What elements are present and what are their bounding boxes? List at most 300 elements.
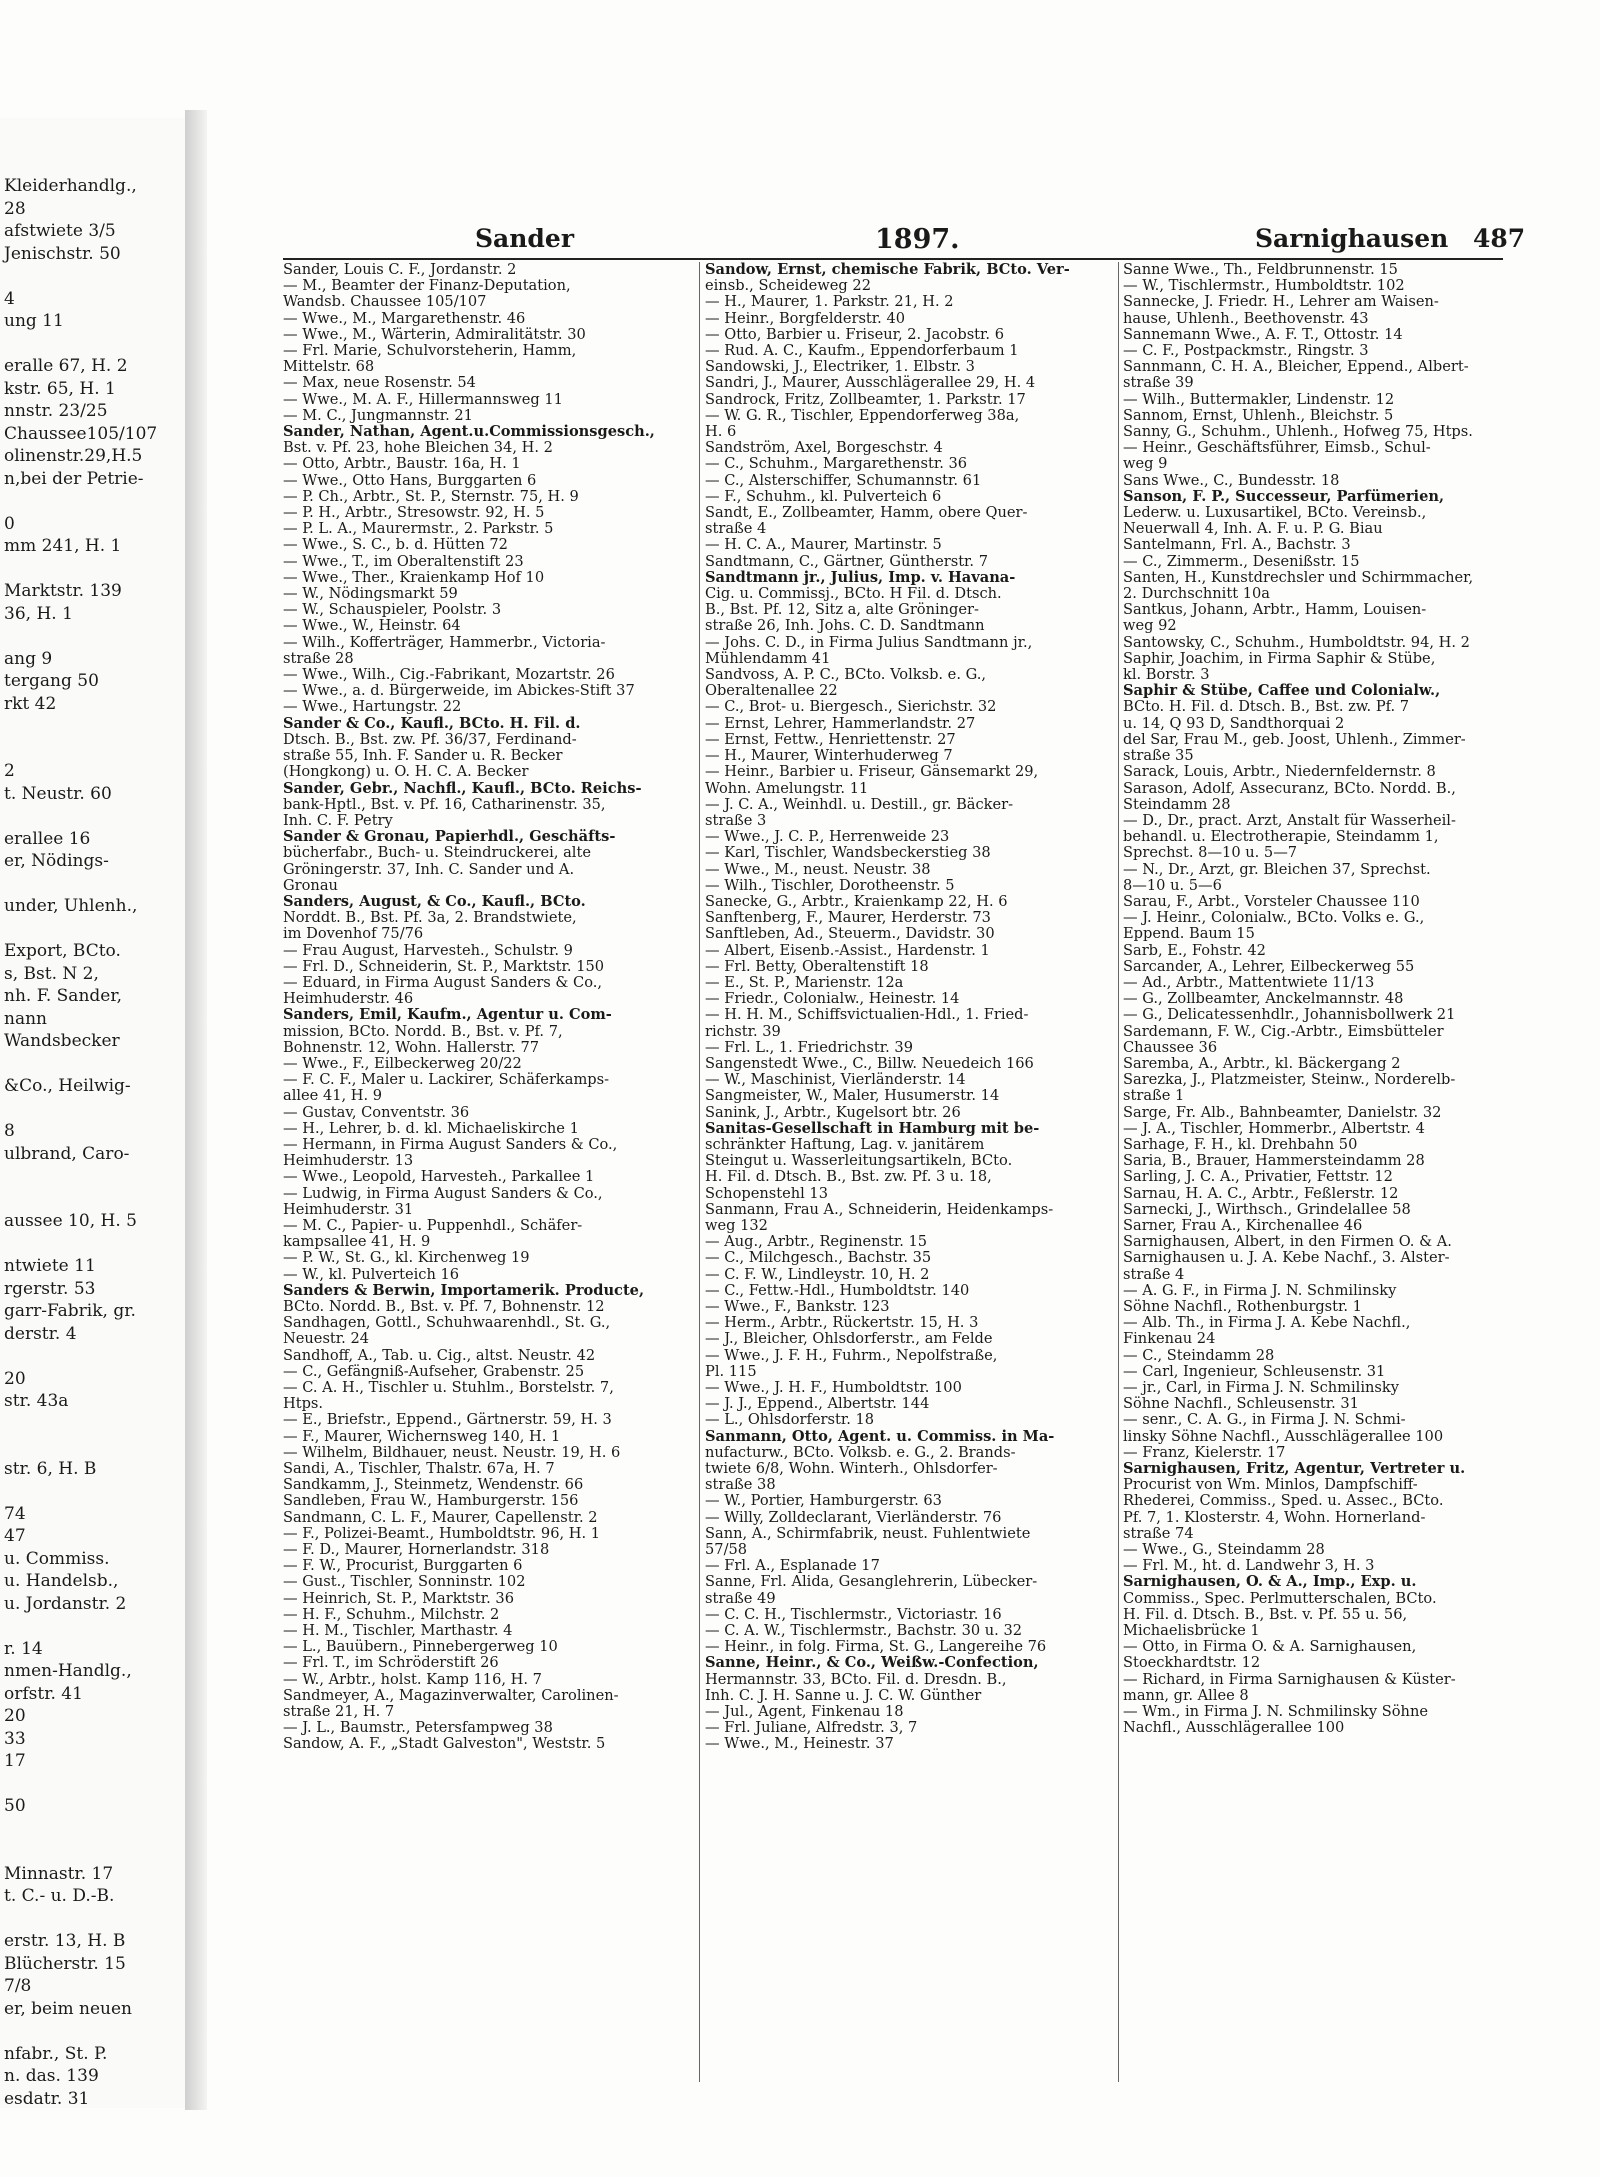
directory-entry: — Wm., in Firma J. N. Schmilinsky Söhne [1123, 1704, 1428, 1721]
directory-entry: behandl. u. Electrotherapie, Steindamm 1, [1123, 829, 1439, 846]
left-page-line: rkt 42 [4, 693, 57, 714]
directory-entry: — Heinrich, St. P., Marktstr. 36 [283, 1590, 514, 1607]
directory-entry: straße 35 [1123, 748, 1194, 765]
directory-entry: Pl. 115 [705, 1363, 757, 1380]
left-page-line: r. 14 [4, 1638, 43, 1659]
directory-entry: — C. A. W., Tischlermstr., Bachstr. 30 u. 32 [705, 1623, 1023, 1640]
directory-entry: Saremba, A., Arbtr., kl. Bäckergang 2 [1123, 1055, 1401, 1072]
left-page-line: 33 [4, 1728, 26, 1749]
directory-entry: Sandleben, Frau W., Hamburgerstr. 156 [283, 1493, 579, 1510]
left-page-line: eralle 67, H. 2 [4, 356, 128, 376]
directory-entry: — Richard, in Firma Sarnighausen & Küster- [1123, 1671, 1456, 1688]
column-separator [699, 262, 700, 2082]
directory-entry: — J. A., Tischler, Hommerbr., Albertstr. 4 [1123, 1120, 1425, 1137]
left-page-line: 50 [4, 1796, 26, 1816]
directory-entry: — Wwe., J. C. P., Herrenweide 23 [705, 829, 950, 846]
directory-entry: — G., Zollbeamter, Anckelmannstr. 48 [1123, 991, 1404, 1008]
directory-entry: Sanecke, G., Arbtr., Kraienkamp 22, H. 6 [705, 893, 1008, 910]
directory-entry: 57/58 [705, 1542, 748, 1559]
directory-entry: — J. Heinr., Colonialw., BCto. Volks e. G., [1123, 910, 1425, 927]
directory-entry: Finkenau 24 [1123, 1331, 1216, 1348]
directory-entry: Steingut u. Wasserleitungsartikeln, BCto. [705, 1153, 1013, 1170]
directory-entry: Sandmann, C. L. F., Maurer, Capellenstr. 2 [283, 1509, 598, 1526]
directory-entry: — Wwe., F., Eilbeckerweg 20/22 [283, 1055, 522, 1072]
directory-entry: Sandt, E., Zollbeamter, Hamm, obere Quer- [705, 505, 1028, 522]
directory-entry: kampsallee 41, H. 9 [283, 1234, 431, 1251]
directory-entry: — Frl. Marie, Schulvorsteherin, Hamm, [283, 343, 577, 360]
directory-entry: Sannom, Ernst, Uhlenh., Bleichstr. 5 [1123, 407, 1394, 424]
directory-entry: Sandhagen, Gottl., Schuhwaarenhdl., St. G., [283, 1315, 611, 1332]
directory-entry: Bohnenstr. 12, Wohn. Hallerstr. 77 [283, 1039, 540, 1056]
left-page-line: 74 [4, 1503, 26, 1524]
directory-entry: Sanmann, Frau A., Schneiderin, Heidenkamps- [705, 1201, 1054, 1218]
directory-entry: richstr. 39 [705, 1023, 781, 1040]
left-page-line: erallee 16 [4, 828, 91, 849]
directory-entry: Dtsch. B., Bst. zw. Pf. 36/37, Ferdinand- [283, 731, 577, 748]
directory-entry: — J. J., Eppend., Albertstr. 144 [705, 1396, 930, 1413]
directory-entry: einsb., Scheideweg 22 [705, 278, 871, 295]
directory-entry: Saphir & Stübe, Caffee und Colonialw., [1123, 683, 1441, 700]
directory-entry: Sannemann Wwe., A. F. T., Ottostr. 14 [1123, 326, 1403, 343]
left-page-line: 20 [4, 1368, 26, 1389]
left-page-line: u. Jordanstr. 2 [4, 1593, 127, 1614]
directory-entry: — Ernst, Fettw., Henriettenstr. 27 [705, 731, 956, 748]
directory-entry: 2. Durchschnitt 10a [1123, 586, 1270, 603]
directory-entry: Htps. [283, 1396, 324, 1413]
directory-entry: Commiss., Spec. Perlmutterschalen, BCto. [1123, 1590, 1437, 1607]
directory-entry: — Wwe., Leopold, Harvesteh., Parkallee 1 [283, 1169, 595, 1186]
directory-entry: Sanink, J., Arbtr., Kugelsort btr. 26 [705, 1104, 961, 1121]
directory-entry: Heimhuderstr. 13 [283, 1153, 414, 1170]
directory-entry: — Heinr., Geschäftsführer, Eimsb., Schul- [1123, 440, 1431, 457]
directory-entry: Sarner, Frau A., Kirchenallee 46 [1123, 1217, 1363, 1234]
directory-entry: — C., Alsterschiffer, Schumannstr. 61 [705, 472, 982, 489]
directory-entry: — E., Briefstr., Eppend., Gärtnerstr. 59, H. 3 [283, 1412, 612, 1429]
directory-entry: Sandhoff, A., Tab. u. Cig., altst. Neustr. 42 [283, 1347, 596, 1364]
directory-entry: Gröningerstr. 37, Inh. C. Sander und A. [283, 861, 575, 878]
directory-entry: Sardemann, F. W., Cig.-Arbtr., Eimsbütteler [1123, 1023, 1444, 1040]
directory-entry: — jr., Carl, in Firma J. N. Schmilinsky [1123, 1380, 1399, 1397]
directory-entry: — Ad., Arbtr., Mattentwiete 11/13 [1123, 974, 1375, 991]
directory-entry: (Hongkong) u. O. H. C. A. Becker [283, 764, 529, 781]
directory-entry: — H., Lehrer, b. d. kl. Michaeliskirche 1 [283, 1120, 579, 1137]
directory-entry: Sarcander, A., Lehrer, Eilbeckerweg 55 [1123, 958, 1415, 975]
left-page-line: Minnastr. 17 [4, 1863, 114, 1884]
left-page-line: esdatr. 31 [4, 2088, 90, 2108]
directory-entry: — W., Tischlermstr., Humboldtstr. 102 [1123, 278, 1405, 295]
directory-entry: — Alb. Th., in Firma J. A. Kebe Nachfl., [1123, 1315, 1411, 1332]
directory-entry: — Heinr., in folg. Firma, St. G., Langereihe 76 [705, 1639, 1047, 1656]
directory-entry: Heimhuderstr. 46 [283, 991, 414, 1008]
directory-entry: straße 39 [1123, 375, 1194, 392]
directory-entry: — C. A. H., Tischler u. Stuhlm., Borstelstr. 7, [283, 1380, 614, 1397]
directory-entry: — Wwe., S. C., b. d. Hütten 72 [283, 537, 508, 554]
directory-entry: — Willy, Zolldeclarant, Vierländerstr. 76 [705, 1509, 1002, 1526]
directory-entry: — W., Schauspieler, Poolstr. 3 [283, 602, 502, 619]
directory-entry: Sannecke, J. Friedr. H., Lehrer am Waisen- [1123, 294, 1439, 311]
directory-entry: straße 3 [705, 812, 767, 829]
directory-column-3 [1123, 262, 1513, 2092]
directory-entry: Sander, Gebr., Nachfl., Kaufl., BCto. Reichs- [283, 780, 642, 797]
left-page-line: 0 [4, 513, 15, 534]
directory-entry: — P. W., St. G., kl. Kirchenweg 19 [283, 1250, 530, 1267]
directory-entry: — L., Bauübern., Pinnebergerweg 10 [283, 1639, 558, 1656]
directory-entry: — Wwe., Wilh., Cig.-Fabrikant, Mozartstr. 26 [283, 667, 615, 684]
directory-entry: Sandtmann, C., Gärtner, Güntherstr. 7 [705, 553, 988, 570]
directory-entry: Saria, B., Brauer, Hammersteindamm 28 [1123, 1153, 1425, 1170]
directory-entry: Eppend. Baum 15 [1123, 926, 1255, 943]
directory-entry: straße 1 [1123, 1088, 1185, 1105]
left-page-line: 20 [4, 1706, 26, 1726]
left-page-line: Marktstr. 139 [4, 581, 122, 601]
directory-entry: Sander & Co., Kaufl., BCto. H. Fil. d. [283, 715, 581, 732]
directory-entry: Söhne Nachfl., Rothenburgstr. 1 [1123, 1299, 1362, 1315]
directory-entry: — senr., C. A. G., in Firma J. N. Schmi- [1123, 1412, 1406, 1429]
directory-entry: kl. Borstr. 3 [1123, 667, 1210, 684]
directory-entry: Neuestr. 24 [283, 1331, 370, 1348]
directory-entry: — D., Dr., pract. Arzt, Anstalt für Wasserheil- [1123, 812, 1456, 829]
directory-entry: nufacturw., BCto. Volksb. e. G., 2. Brands- [705, 1444, 1016, 1461]
left-page-line: Blücherstr. 15 [4, 1953, 126, 1974]
directory-entry: Sarb, E., Fohstr. 42 [1123, 942, 1266, 959]
directory-entry: Sarezka, J., Platzmeister, Steinw., Norderelb- [1123, 1072, 1456, 1089]
directory-entry: mission, BCto. Nordd. B., Bst. v. Pf. 7, [283, 1023, 563, 1040]
directory-entry: Sarack, Louis, Arbtr., Niedernfeldernstr. 8 [1123, 764, 1436, 781]
directory-entry: — Wwe., Ther., Kraienkamp Hof 10 [283, 569, 545, 586]
directory-entry: — Frl. T., im Schröderstift 26 [283, 1655, 499, 1672]
left-page-line: under, Uhlenh., [4, 896, 138, 916]
left-page-line: str. 43a [4, 1391, 69, 1411]
left-page-line: aussee 10, H. 5 [4, 1211, 137, 1231]
directory-entry: Sarau, F., Arbt., Vorsteler Chaussee 110 [1123, 893, 1420, 910]
directory-entry: allee 41, H. 9 [283, 1088, 383, 1105]
directory-entry: — P. H., Arbtr., Stresowstr. 92, H. 5 [283, 505, 545, 522]
directory-entry: del Sar, Frau M., geb. Joost, Uhlenh., Zimmer- [1123, 731, 1466, 748]
directory-column-1 [283, 262, 693, 2092]
directory-entry: Sann, A., Schirmfabrik, neust. Fuhlentwiete [705, 1525, 1031, 1542]
directory-entry: Sanne, Frl. Alida, Gesanglehrerin, Lübecker- [705, 1574, 1038, 1591]
directory-entry: — Heinr., Borgfelderstr. 40 [705, 310, 906, 327]
directory-entry: — F. C. F., Maler u. Lackirer, Schäferkamps- [283, 1072, 610, 1089]
directory-entry: — Heinr., Barbier u. Friseur, Gänsemarkt 29, [705, 764, 1039, 781]
directory-entry: Sprechst. 8—10 u. 5—7 [1123, 845, 1298, 862]
left-page-line: u. Commiss. [4, 1548, 110, 1569]
directory-entry: — Wilh., Buttermakler, Lindenstr. 12 [1123, 391, 1395, 408]
directory-entry: — W., kl. Pulverteich 16 [283, 1266, 460, 1283]
header-left-catchword: Sander [475, 224, 574, 253]
directory-entry: Michaelisbrücke 1 [1123, 1623, 1260, 1640]
directory-entry: 8—10 u. 5—6 [1123, 877, 1222, 894]
directory-entry: — Wwe., J. F. H., Fuhrm., Nepolfstraße, [705, 1347, 998, 1364]
left-page-line: n. das. 139 [4, 2066, 99, 2086]
directory-entry: Sarnighausen u. J. A. Kebe Nachf., 3. Alster- [1123, 1250, 1450, 1267]
directory-entry: weg 9 [1123, 456, 1168, 473]
directory-entry: Inh. C. J. H. Sanne u. J. C. W. Günther [705, 1687, 982, 1704]
left-page-line: ung 11 [4, 311, 64, 331]
directory-entry: Sanftleben, Ad., Steuerm., Davidstr. 30 [705, 926, 995, 943]
left-page-line: Jenischstr. 50 [4, 243, 121, 264]
directory-entry: Bst. v. Pf. 23, hohe Bleichen 34, H. 2 [283, 440, 553, 457]
directory-entry: — Friedr., Colonialw., Heinestr. 14 [705, 991, 960, 1008]
directory-entry: — C., Fettw.-Hdl., Humboldtstr. 140 [705, 1282, 970, 1299]
directory-entry: Sarnighausen, O. & A., Imp., Exp. u. [1123, 1574, 1417, 1591]
directory-entry: Sanders & Berwin, Importamerik. Producte, [283, 1282, 645, 1299]
directory-entry: — W., Arbtr., holst. Kamp 116, H. 7 [283, 1671, 542, 1688]
directory-entry: Inh. C. F. Petry [283, 812, 393, 829]
directory-entry: weg 92 [1123, 618, 1177, 635]
directory-entry: — Rud. A. C., Kaufm., Eppendorferbaum 1 [705, 343, 1019, 360]
directory-entry: — C. F., Postpackmstr., Ringstr. 3 [1123, 343, 1369, 360]
directory-entry: Mühlendamm 41 [705, 650, 831, 667]
directory-entry: BCto. Nordd. B., Bst. v. Pf. 7, Bohnenstr. 12 [283, 1299, 605, 1315]
directory-entry: — H. M., Tischler, Marthastr. 4 [283, 1623, 513, 1640]
directory-entry: — J. L., Baumstr., Petersfampweg 38 [283, 1720, 553, 1737]
directory-entry: Hermannstr. 33, BCto. Fil. d. Dresdn. B., [705, 1671, 1007, 1688]
directory-entry: Saphir, Joachim, in Firma Saphir & Stübe, [1123, 650, 1436, 667]
directory-entry: — Wwe., F., Bankstr. 123 [705, 1299, 890, 1315]
directory-column-2 [705, 262, 1115, 2092]
directory-entry: — E., St. P., Marienstr. 12a [705, 974, 904, 991]
directory-entry: Sanmann, Otto, Agent. u. Commiss. in Ma- [705, 1428, 1055, 1445]
directory-entry: — Aug., Arbtr., Reginenstr. 15 [705, 1234, 928, 1251]
directory-entry: — Frau August, Harvesteh., Schulstr. 9 [283, 942, 573, 959]
directory-entry: — Wwe., M., neust. Neustr. 38 [705, 861, 931, 878]
left-page-line: derstr. 4 [4, 1323, 77, 1344]
directory-entry: — Herm., Arbtr., Rückertstr. 15, H. 3 [705, 1315, 979, 1332]
directory-entry: Sarnau, H. A. C., Arbtr., Feßlerstr. 12 [1123, 1185, 1399, 1202]
directory-entry: — Johs. C. D., in Firma Julius Sandtmann jr., [705, 634, 1033, 651]
left-page-line: ntwiete 11 [4, 1256, 96, 1276]
directory-entry: linsky Söhne Nachfl., Ausschlägerallee 100 [1123, 1428, 1444, 1445]
directory-entry: — Jul., Agent, Finkenau 18 [705, 1704, 904, 1721]
directory-entry: H. 6 [705, 424, 737, 441]
directory-entry: Mittelstr. 68 [283, 359, 375, 376]
directory-entry: — Frl. Juliane, Alfredstr. 3, 7 [705, 1720, 918, 1737]
directory-entry: straße 49 [705, 1590, 776, 1607]
directory-entry: — W. G. R., Tischler, Eppendorferweg 38a, [705, 407, 1020, 424]
directory-entry: Heimhuderstr. 31 [283, 1201, 414, 1218]
directory-entry: Neuerwall 4, Inh. A. F. u. P. G. Biau [1123, 521, 1383, 538]
directory-entry: — P. Ch., Arbtr., St. P., Sternstr. 75, H. 9 [283, 488, 579, 505]
directory-entry: Sangmeister, W., Maler, Husumerstr. 14 [705, 1088, 1000, 1105]
directory-entry: Sandmeyer, A., Magazinverwalter, Carolinen- [283, 1687, 619, 1704]
directory-entry: Sandowski, J., Electriker, 1. Elbstr. 3 [705, 359, 975, 376]
directory-entry: hause, Uhlenh., Beethovenstr. 43 [1123, 310, 1369, 327]
directory-entry: — W., Portier, Hamburgerstr. 63 [705, 1493, 942, 1510]
directory-entry: Procurist von Wm. Minlos, Dampfschiff- [1123, 1477, 1418, 1494]
directory-entry: Santkus, Johann, Arbtr., Hamm, Louisen- [1123, 602, 1427, 619]
directory-entry: Sandi, A., Tischler, Thalstr. 67a, H. 7 [283, 1461, 555, 1478]
left-page-line: nfabr., St. P. [4, 2043, 108, 2064]
directory-entry: Santelmann, Frl. A., Bachstr. 3 [1123, 537, 1351, 554]
directory-entry: mann, gr. Allee 8 [1123, 1687, 1249, 1704]
directory-entry: — H. F., Schuhm., Milchstr. 2 [283, 1606, 500, 1623]
left-page-line: 28 [4, 198, 26, 219]
directory-entry: — Gust., Tischler, Sonninstr. 102 [283, 1574, 526, 1591]
directory-entry: Sander & Gronau, Papierhdl., Geschäfts- [283, 829, 616, 846]
directory-entry: Sanders, Emil, Kaufm., Agentur u. Com- [283, 1007, 612, 1024]
directory-entry: — Carl, Ingenieur, Schleusenstr. 31 [1123, 1363, 1386, 1380]
directory-entry: — F. D., Maurer, Hornerlandstr. 318 [283, 1542, 550, 1559]
directory-entry: Nachfl., Ausschlägerallee 100 [1123, 1720, 1345, 1737]
directory-entry: — N., Dr., Arzt, gr. Bleichen 37, Sprechst. [1123, 861, 1431, 878]
left-page-line: ulbrand, Caro- [4, 1143, 130, 1164]
directory-entry: Santen, H., Kunstdrechsler und Schirmmacher, [1123, 569, 1474, 586]
directory-entry: — C. F. W., Lindleystr. 10, H. 2 [705, 1266, 930, 1283]
directory-entry: — Karl, Tischler, Wandsbeckerstieg 38 [705, 845, 991, 862]
directory-entry: Söhne Nachfl., Schleusenstr. 31 [1123, 1396, 1359, 1413]
directory-entry: Stoeckhardtstr. 12 [1123, 1655, 1261, 1672]
directory-entry: bücherfabr., Buch- u. Steindruckerei, alte [283, 845, 591, 862]
left-page-line: 4 [4, 288, 15, 309]
directory-entry: — Gustav, Conventstr. 36 [283, 1104, 470, 1121]
left-page-line: nh. F. Sander, [4, 986, 122, 1006]
left-page-line: nnstr. 23/25 [4, 401, 108, 421]
directory-entry: — A. G. F., in Firma J. N. Schmilinsky [1123, 1282, 1397, 1299]
directory-entry: Sannmann, C. H. A., Bleicher, Eppend., Albert- [1123, 359, 1469, 376]
directory-entry: straße 21, H. 7 [283, 1704, 395, 1721]
left-page-line: er, beim neuen [4, 1998, 132, 2019]
left-page-line: garr-Fabrik, gr. [4, 1301, 136, 1321]
directory-entry: Chaussee 36 [1123, 1039, 1218, 1056]
directory-entry: — G., Delicatessenhdlr., Johannisbollwerk 21 [1123, 1007, 1456, 1024]
directory-entry: Sarnecki, J., Wirthsch., Grindelallee 58 [1123, 1201, 1411, 1218]
directory-entry: u. 14, Q 93 D, Sandthorquai 2 [1123, 715, 1345, 732]
left-page-line: mm 241, H. 1 [4, 536, 122, 556]
directory-entry: — Otto, Arbtr., Baustr. 16a, H. 1 [283, 456, 521, 473]
directory-entry: — Wwe., Hartungstr. 22 [283, 699, 462, 716]
directory-entry: — Wwe., M., Margarethenstr. 46 [283, 310, 526, 327]
left-page-line: afstwiete 3/5 [4, 221, 116, 241]
directory-entry: Sandrock, Fritz, Zollbeamter, 1. Parkstr. 17 [705, 391, 1026, 408]
directory-entry: — Wwe., a. d. Bürgerweide, im Abickes-Stift 37 [283, 683, 635, 700]
directory-entry: Wandsb. Chaussee 105/107 [283, 294, 487, 311]
directory-entry: — J. C. A., Weinhdl. u. Destill., gr. Bäcker- [705, 796, 1014, 813]
directory-entry: — Eduard, in Firma August Sanders & Co., [283, 974, 603, 991]
directory-entry: — H. H. M., Schiffsvictualien-Hdl., 1. Fried- [705, 1007, 1029, 1024]
directory-entry: Sanftenberg, F., Maurer, Herderstr. 73 [705, 910, 991, 927]
directory-entry: — Wwe., M., Heinestr. 37 [705, 1736, 894, 1753]
directory-entry: — J., Bleicher, Ohlsdorferstr., am Felde [705, 1331, 993, 1348]
directory-entry: — F. W., Procurist, Burggarten 6 [283, 1558, 523, 1575]
directory-entry: Sanne, Heinr., & Co., Weißw.-Confection, [705, 1655, 1039, 1672]
directory-entry: Sarnighausen, Fritz, Agentur, Vertreter u. [1123, 1461, 1466, 1478]
left-page-line: Chaussee105/107 [4, 423, 158, 444]
directory-entry: — F., Schuhm., kl. Pulverteich 6 [705, 488, 942, 505]
directory-entry: Pf. 7, 1. Klosterstr. 4, Wohn. Hornerland- [1123, 1509, 1426, 1526]
directory-entry: — Frl. L., 1. Friedrichstr. 39 [705, 1039, 913, 1056]
left-page-line: t. C.- u. D.-B. [4, 1886, 115, 1906]
directory-entry: — H., Maurer, 1. Parkstr. 21, H. 2 [705, 294, 954, 311]
left-page-line: u. Handelsb., [4, 1571, 119, 1591]
directory-entry: Sanders, August, & Co., Kaufl., BCto. [283, 893, 586, 910]
directory-entry: Sanny, G., Schuhm., Uhlenh., Hofweg 75, Htps. [1123, 424, 1473, 441]
directory-entry: Wohn. Amelungstr. 11 [705, 780, 869, 797]
directory-entry: — L., Ohlsdorferstr. 18 [705, 1412, 875, 1429]
left-page-line: t. Neustr. 60 [4, 783, 112, 804]
column-separator [1118, 262, 1119, 2082]
left-page-line: rgerstr. 53 [4, 1278, 96, 1299]
directory-entry: — Frl. D., Schneiderin, St. P., Marktstr. 150 [283, 958, 605, 975]
left-page-line: n,bei der Petrie- [4, 468, 144, 489]
left-page-line: ang 9 [4, 648, 53, 669]
directory-entry: — Wilh., Kofferträger, Hammerbr., Victoria- [283, 634, 606, 651]
left-page-line: &Co., Heilwig- [4, 1076, 131, 1096]
directory-entry: — Wwe., M., Wärterin, Admiralitätstr. 30 [283, 326, 586, 343]
directory-entry: Sarhage, F. H., kl. Drehbahn 50 [1123, 1136, 1358, 1153]
page-header [205, 224, 1526, 258]
left-page-line: 8 [4, 1121, 15, 1141]
directory-entry: — H., Maurer, Winterhuderweg 7 [705, 748, 953, 765]
directory-entry: — Franz, Kielerstr. 17 [1123, 1444, 1286, 1461]
directory-entry: H. Fil. d. Dtsch. B., Bst. zw. Pf. 3 u. 18, [705, 1169, 992, 1186]
left-page-line: 7/8 [4, 1976, 32, 1996]
left-page-line: erstr. 13, H. B [4, 1931, 126, 1951]
directory-entry: B., Bst. Pf. 12, Sitz a, alte Gröninger- [705, 602, 979, 619]
directory-entry: — Wilhelm, Bildhauer, neust. Neustr. 19, H. 6 [283, 1444, 621, 1461]
directory-entry: straße 74 [1123, 1525, 1194, 1542]
directory-entry: Sandtmann jr., Julius, Imp. v. Havana- [705, 569, 1016, 586]
directory-entry: straße 4 [1123, 1266, 1185, 1283]
directory-entry: straße 26, Inh. Johs. C. D. Sandtmann [705, 618, 985, 635]
directory-entry: — Frl. A., Esplanade 17 [705, 1558, 880, 1575]
directory-entry: — Wwe., W., Heinstr. 64 [283, 618, 461, 635]
directory-entry: BCto. H. Fil. d. Dtsch. B., Bst. zw. Pf. 7 [1123, 699, 1410, 716]
directory-entry: — Frl. M., ht. d. Landwehr 3, H. 3 [1123, 1558, 1375, 1575]
directory-entry: Sanson, F. P., Successeur, Parfümerien, [1123, 488, 1445, 505]
left-page-line: orfstr. 41 [4, 1683, 83, 1704]
directory-entry: — W., Maschinist, Vierländerstr. 14 [705, 1072, 966, 1089]
directory-entry: Sandvoss, A. P. C., BCto. Volksb. e. G., [705, 667, 987, 684]
directory-entry: Sander, Louis C. F., Jordanstr. 2 [283, 262, 517, 278]
left-page-line: nmen-Handlg., [4, 1661, 132, 1681]
left-page-line: tergang 50 [4, 671, 99, 691]
directory-entry: Sandström, Axel, Borgeschstr. 4 [705, 440, 943, 457]
directory-entry: Sarge, Fr. Alb., Bahnbeamter, Danielstr. 32 [1123, 1104, 1442, 1121]
left-page-line: 36, H. 1 [4, 603, 73, 624]
directory-entry: — M., Beamter der Finanz-Deputation, [283, 278, 571, 295]
directory-entry: Sandri, J., Maurer, Ausschlägerallee 29, H. 4 [705, 375, 1036, 392]
directory-entry: — F., Polizei-Beamt., Humboldtstr. 96, H. 1 [283, 1525, 601, 1542]
left-page-line: 47 [4, 1526, 26, 1546]
directory-entry: — P. L. A., Maurermstr., 2. Parkstr. 5 [283, 521, 554, 538]
directory-entry: — Otto, in Firma O. & A. Sarnighausen, [1123, 1639, 1417, 1656]
directory-entry: Sarling, J. C. A., Privatier, Fettstr. 12 [1123, 1169, 1393, 1186]
left-page-line: er, Nödings- [4, 851, 109, 871]
left-page-line: 2 [4, 761, 15, 781]
directory-entry: — Hermann, in Firma August Sanders & Co., [283, 1136, 618, 1153]
left-page-line: Export, BCto. [4, 941, 121, 961]
directory-entry: — Wwe., G., Steindamm 28 [1123, 1542, 1325, 1559]
directory-entry: straße 28 [283, 650, 354, 667]
directory-entry: Sarason, Adolf, Assecuranz, BCto. Nordd. B., [1123, 780, 1456, 797]
directory-entry: Rhederei, Commiss., Sped. u. Assec., BCto. [1123, 1493, 1444, 1510]
directory-entry: Norddt. B., Bst. Pf. 3a, 2. Brandstwiete, [283, 910, 577, 927]
directory-entry: — H. C. A., Maurer, Martinstr. 5 [705, 537, 942, 554]
left-page-line: Wandsbecker [4, 1031, 120, 1051]
directory-entry: — Wwe., T., im Oberaltenstift 23 [283, 553, 524, 570]
directory-entry: Schopenstehl 13 [705, 1185, 828, 1202]
directory-entry: — F., Maurer, Wichernsweg 140, H. 1 [283, 1428, 561, 1445]
directory-entry: Santowsky, C., Schuhm., Humboldtstr. 94, H. 2 [1123, 634, 1470, 651]
directory-entry: — C., Brot- u. Biergesch., Sierichstr. 32 [705, 699, 997, 716]
directory-entry: im Dovenhof 75/76 [283, 926, 424, 943]
directory-entry: schränkter Haftung, Lag. v. janitärem [705, 1136, 985, 1153]
directory-entry: — C., Schuhm., Margarethenstr. 36 [705, 456, 968, 473]
directory-entry: — Otto, Barbier u. Friseur, 2. Jacobstr. 6 [705, 326, 1004, 343]
left-page-line: olinenstr.29,H.5 [4, 446, 143, 466]
directory-entry: Steindamm 28 [1123, 796, 1231, 813]
